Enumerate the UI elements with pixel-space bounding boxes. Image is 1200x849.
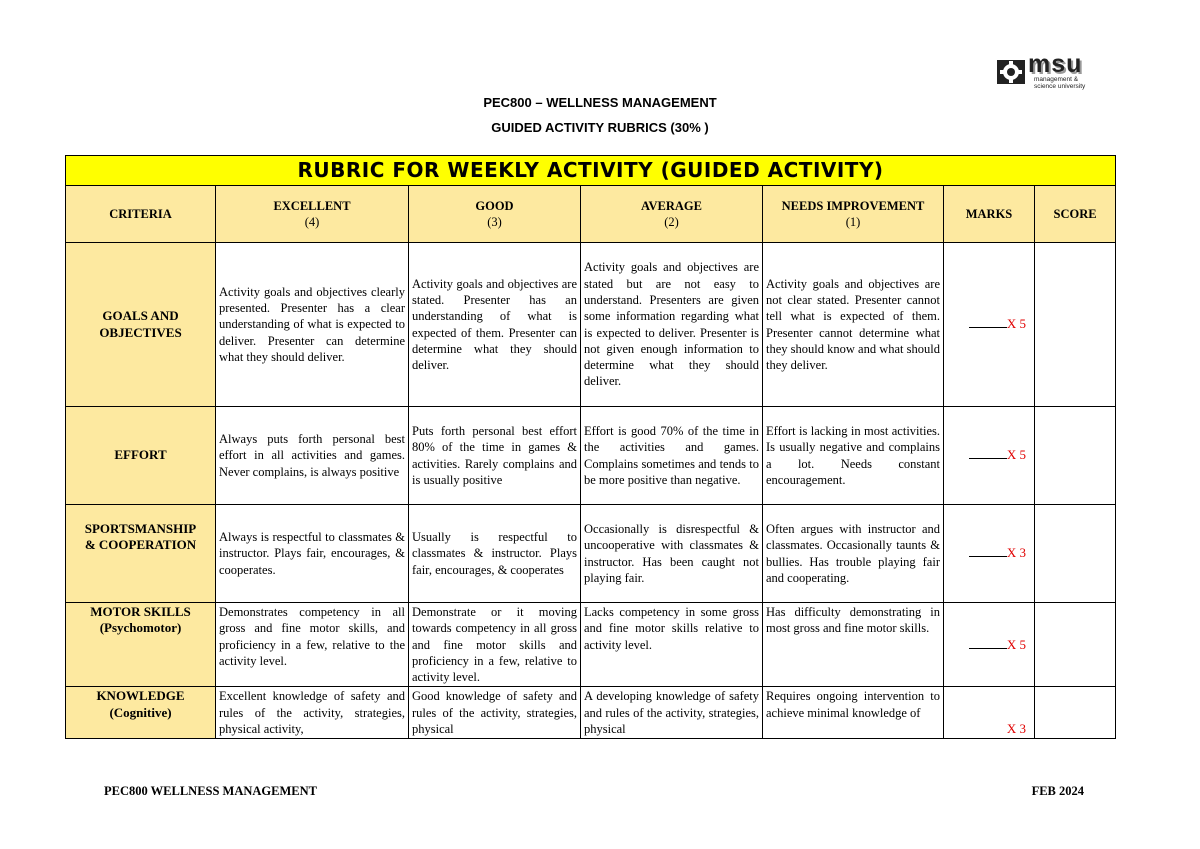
rubric-subtitle: GUIDED ACTIVITY RUBRICS (30% ) xyxy=(491,120,709,135)
needs-improvement-cell: Often argues with instructor and classmates. Occasionally taunts & bullies. Has trouble playing fair and cooperating. xyxy=(763,505,944,603)
average-cell: Lacks competency in some gross and fine motor skills relative to activity level. xyxy=(581,603,763,687)
marks-cell: X 5 xyxy=(944,603,1035,687)
average-cell: A developing knowledge of safety and rules of the activity, strategies, physical xyxy=(581,687,763,739)
marks-blank[interactable] xyxy=(969,316,1007,328)
column-header-criteria: CRITERIA xyxy=(66,186,216,243)
column-header-needs-improvement: NEEDS IMPROVEMENT (1) xyxy=(763,186,944,243)
score-cell[interactable] xyxy=(1035,603,1116,687)
score-cell[interactable] xyxy=(1035,407,1116,505)
university-logo xyxy=(996,52,1094,92)
criteria-cell: SPORTSMANSHIP & COOPERATION xyxy=(66,505,216,603)
average-cell: Occasionally is disrespectful & uncooperative with classmates & instructor. Has been caught not playing fair. xyxy=(581,505,763,603)
marks-blank[interactable] xyxy=(969,447,1007,459)
good-cell: Good knowledge of safety and rules of the activity, strategies, physical xyxy=(409,687,581,739)
score-cell[interactable] xyxy=(1035,505,1116,603)
column-header-average: AVERAGE (2) xyxy=(581,186,763,243)
good-cell: Activity goals and objectives are stated. Presenter has an understanding of what is expected of them. Presenter can determine what they should deliver. xyxy=(409,243,581,407)
criteria-cell: MOTOR SKILLS (Psychomotor) xyxy=(66,603,216,687)
needs-improvement-cell: Effort is lacking in most activities. Is usually negative and complains a lot. Needs constant encouragement. xyxy=(763,407,944,505)
criteria-cell: GOALS AND OBJECTIVES xyxy=(66,243,216,407)
column-header-score: SCORE xyxy=(1035,186,1116,243)
footer-course: PEC800 WELLNESS MANAGEMENT xyxy=(104,784,317,798)
column-header-good: GOOD (3) xyxy=(409,186,581,243)
header-row xyxy=(66,186,1116,243)
needs-improvement-cell: Requires ongoing intervention to achieve minimal knowledge of xyxy=(763,687,944,739)
excellent-cell: Always is respectful to classmates & instructor. Plays fair, encourages, & cooperates. xyxy=(216,505,409,603)
criteria-cell: EFFORT xyxy=(66,407,216,505)
logo-subtitle-1: management & xyxy=(1034,76,1079,83)
marks-blank[interactable] xyxy=(969,637,1007,649)
marks-cell: X 5 xyxy=(944,243,1035,407)
table-row xyxy=(66,603,1116,687)
marks-cell: X 3 xyxy=(944,687,1035,739)
marks-cell: X 5 xyxy=(944,407,1035,505)
excellent-cell: Demonstrates competency in all gross and fine motor skills, and proficiency in a few, relative to the activity level. xyxy=(216,603,409,687)
course-title: PEC800 – WELLNESS MANAGEMENT xyxy=(483,95,717,110)
average-cell: Effort is good 70% of the time in the activities and games. Complains sometimes and tends to be more positive than negative. xyxy=(581,407,763,505)
gear-emblem-icon xyxy=(996,58,1026,86)
rubric-table xyxy=(65,155,1116,739)
rubric-banner: RUBRIC FOR WEEKLY ACTIVITY (GUIDED ACTIVITY) xyxy=(66,156,1116,186)
logo-subtitle-2: science university xyxy=(1034,83,1086,90)
table-row xyxy=(66,505,1116,603)
column-header-marks: MARKS xyxy=(944,186,1035,243)
good-cell: Demonstrate or it moving towards competency in all gross and fine motor skills and proficiency in a few, relative to activity level. xyxy=(409,603,581,687)
average-cell: Activity goals and objectives are stated but are not easy to understand. Presenters are given some information regarding what is expected to deliver. Presenter is not given enough information to determine what they should deliver. xyxy=(581,243,763,407)
needs-improvement-cell: Has difficulty demonstrating in most gross and fine motor skills. xyxy=(763,603,944,687)
footer-date: FEB 2024 xyxy=(1031,784,1084,798)
marks-blank[interactable] xyxy=(969,545,1007,557)
good-cell: Puts forth personal best effort 80% of the time in games & activities. Rarely complains and is usually positive xyxy=(409,407,581,505)
excellent-cell: Always puts forth personal best effort in all activities and games. Never complains, is always positive xyxy=(216,407,409,505)
column-header-excellent: EXCELLENT (4) xyxy=(216,186,409,243)
score-cell[interactable] xyxy=(1035,243,1116,407)
score-cell[interactable] xyxy=(1035,687,1116,739)
excellent-cell: Excellent knowledge of safety and rules of the activity, strategies, physical activity, xyxy=(216,687,409,739)
table-row xyxy=(66,243,1116,407)
criteria-cell: KNOWLEDGE (Cognitive) xyxy=(66,687,216,739)
logo-brand: msu xyxy=(1028,50,1083,78)
good-cell: Usually is respectful to classmates & instructor. Plays fair, encourages, & cooperates xyxy=(409,505,581,603)
needs-improvement-cell: Activity goals and objectives are not clear stated. Presenter cannot tell what is expected of them. Presenter cannot determine what they should know and what should they deliver. xyxy=(763,243,944,407)
marks-cell: X 3 xyxy=(944,505,1035,603)
table-row xyxy=(66,407,1116,505)
excellent-cell: Activity goals and objectives clearly presented. Presenter has a clear understanding of what is expected to deliver. Presenter can determine what they should deliver. xyxy=(216,243,409,407)
table-row xyxy=(66,687,1116,739)
